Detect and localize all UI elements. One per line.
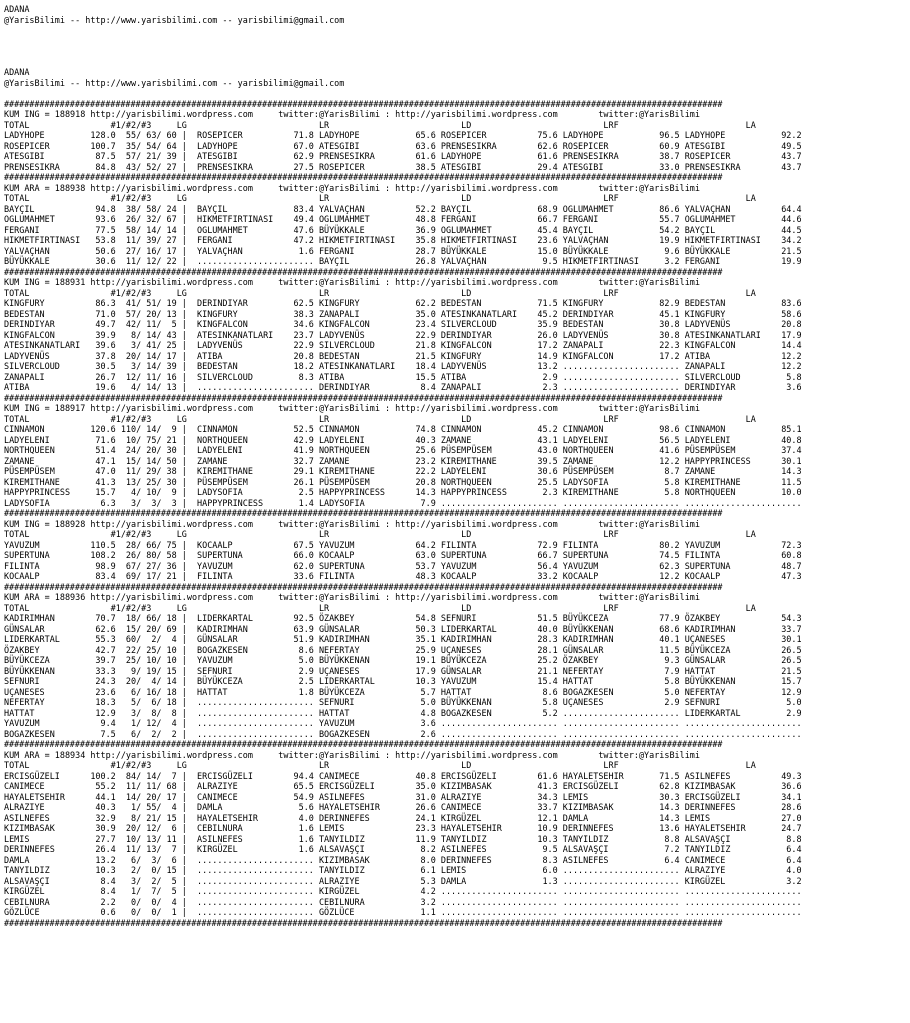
horse-row: CINNAMON 120.6 110/ 14/ 9 | CINNAMON 52.5 CINNAMON 74.8 CINNAMON 45.2 CINNAMON 98.6 CINNAMON 85.1 (4, 424, 802, 434)
column-header: TOTAL #1/#2/#3 LG LR LD LRF LA (4, 760, 756, 770)
horse-row: CANIMECE 55.2 11/ 11/ 68 | ALRAZIYE 65.5 ERCISGÜZELI 35.0 KIZIMBASAK 41.3 ERCISGÜZELI 62.8 KIZIMBASAK 36.6 (4, 781, 802, 791)
horse-row: NEFERTAY 18.3 5/ 6/ 18 | ....................... SEFNURI 5.0 BÜYÜKKENAN 5.8 UÇANESES 2.9 SEFNURI 5.0 (4, 697, 802, 707)
horse-row: BÜYÜKKALE 30.6 11/ 12/ 22 | ....................... BAYÇIL 26.8 YALVAÇHAN 9.5 HIKMETFIRTINASI 3.2 FERGANI 19.9 (4, 256, 802, 266)
column-header: TOTAL #1/#2/#3 LG LR LD LRF LA (4, 602, 756, 613)
report-title-repeat: ADANA (4, 67, 30, 77)
blank-line (4, 88, 910, 99)
horse-row: ZANAPALI 26.7 12/ 11/ 16 | SILVERCLOUD 8.3 ATIBA 15.5 ATIBA 2.9 ....................... SILVERCLOUD 5.8 (4, 371, 802, 382)
horse-row: KADIRIMHAN 70.7 18/ 66/ 18 | LIDERKARTAL 92.5 ÖZAKBEY 54.8 SEFNURI 51.5 BÜYÜKCEZA 77.9 ÖZAKBEY 54.3 (4, 613, 802, 623)
race-header: KUM ING = 188931 http://yarisbilimi.wordpress.com twitter:@YarisBilimi : http://yarisbilimi.wordpress.com twitter:@YarisBilimi (4, 277, 700, 287)
separator-line: ############################################################################################################################################## (4, 392, 723, 403)
race-header: KUM ARA = 188934 http://yarisbilimi.wordpress.com twitter:@YarisBilimi : http://yarisbilimi.wordpress.com twitter:@YarisBilimi (4, 749, 700, 760)
horse-row: LADYVENÜS 37.8 20/ 14/ 17 | ATIBA 20.8 BEDESTAN 21.5 KINGFURY 14.9 KINGFALCON 17.2 ATIBA 12.2 (4, 350, 802, 361)
race-header: KUM ING = 188917 http://yarisbilimi.wordpress.com twitter:@YarisBilimi : http://yarisbilimi.wordpress.com twitter:@YarisBilimi (4, 403, 700, 413)
separator-line: ############################################################################################################################################## (4, 266, 723, 277)
blank-line (4, 36, 910, 47)
column-header: TOTAL #1/#2/#3 LG LR LD LRF LA (4, 193, 756, 203)
horse-row: BOGAZKESEN 7.5 6/ 2/ 2 | ....................... BOGAZKESEN 2.6 ....................... ....................... ....................... (4, 728, 802, 739)
horse-row: ÖZAKBEY 42.7 22/ 25/ 10 | BOGAZKESEN 8.6 NEFERTAY 25.9 UÇANESES 28.1 GÜNSALAR 11.5 BÜYÜKCEZA 26.5 (4, 644, 802, 655)
horse-row: FILINTA 98.9 67/ 27/ 36 | YAVUZUM 62.0 SUPERTUNA 53.7 YAVUZUM 56.4 YAVUZUM 62.3 SUPERTUNA 48.7 (4, 560, 802, 571)
horse-row: KIZIMBASAK 30.9 20/ 12/ 6 | CEBILNURA 1.6 LEMIS 23.3 HAYALETSEHIR 10.9 DERINNEFES 13.6 HAYALETSEHIR 24.7 (4, 823, 802, 833)
separator-line: ############################################################################################################################################## (4, 581, 723, 592)
race-header: KUM ING = 188918 http://yarisbilimi.wordpress.com twitter:@YarisBilimi : http://yarisbilimi.wordpress.com twitter:@YarisBilimi (4, 109, 700, 119)
race-header: KUM ING = 188928 http://yarisbilimi.wordpress.com twitter:@YarisBilimi : http://yarisbilimi.wordpress.com twitter:@YarisBilimi (4, 518, 700, 529)
horse-row: HIKMETFIRTINASI 53.8 11/ 39/ 27 | FERGANI 47.2 HIKMETFIRTINASI 35.8 HIKMETFIRTINASI 23.6 YALVAÇHAN 19.9 HIKMETFIRTINASI 34.2 (4, 235, 802, 245)
horse-row: LADYHOPE 128.0 55/ 63/ 60 | ROSEPICER 71.8 LADYHOPE 65.6 ROSEPICER 75.6 LADYHOPE 96.5 LADYHOPE 92.2 (4, 130, 802, 140)
horse-row: LIDERKARTAL 55.3 60/ 2/ 4 | GÜNSALAR 51.9 KADIRIMHAN 35.1 KADIRIMHAN 28.3 KADIRIMHAN 40.1 UÇANESES 30.1 (4, 634, 802, 644)
horse-row: CEBILNURA 2.2 0/ 0/ 4 | ....................... CEBILNURA 3.2 ....................... ....................... ....................... (4, 896, 802, 907)
horse-row: FERGANI 77.5 58/ 14/ 14 | OGLUMAHMET 47.6 BÜYÜKKALE 36.9 OGLUMAHMET 45.4 BAYÇIL 54.2 BAYÇIL 44.5 (4, 224, 802, 235)
column-header: TOTAL #1/#2/#3 LG LR LD LRF LA (4, 287, 756, 298)
column-header: TOTAL #1/#2/#3 LG LR LD LRF LA (4, 413, 756, 424)
report-credit-repeat: @YarisBilimi -- http://www.yarisbilimi.com -- yarisbilimi@gmail.com (4, 77, 345, 88)
horse-row: ATIBA 19.6 4/ 14/ 13 | ....................... DERINDIYAR 8.4 ZANAPALI 2.3 ....................... DERINDIYAR 3.6 (4, 382, 802, 392)
horse-row: DAMLA 13.2 6/ 3/ 6 | ....................... KIZIMBASAK 8.0 DERINNEFES 8.3 ASILNEFES 6.4 CANIMECE 6.4 (4, 854, 802, 865)
horse-row: KOCAALP 83.4 69/ 17/ 21 | FILINTA 33.6 FILINTA 48.3 KOCAALP 33.2 KOCAALP 12.2 KOCAALP 47.3 (4, 571, 802, 581)
horse-row: OGLUMAHMET 93.6 26/ 32/ 67 | HIKMETFIRTINASI 49.4 OGLUMAHMET 48.8 FERGANI 66.7 FERGANI 55.7 OGLUMAHMET 44.6 (4, 214, 802, 224)
horse-row: SUPERTUNA 108.2 26/ 80/ 58 | SUPERTUNA 66.0 KOCAALP 63.0 SUPERTUNA 66.7 SUPERTUNA 74.5 FILINTA 60.8 (4, 550, 802, 560)
race-header: KUM ARA = 188938 http://yarisbilimi.wordpress.com twitter:@YarisBilimi : http://yarisbilimi.wordpress.com twitter:@YarisBilimi (4, 182, 700, 193)
horse-row: NORTHQUEEN 51.4 24/ 20/ 30 | LADYELENI 41.9 NORTHQUEEN 25.6 PÜSEMPÜSEM 43.0 NORTHQUEEN 41.6 PÜSEMPÜSEM 37.4 (4, 445, 802, 455)
horse-row: ATESINKANATLARI 39.6 3/ 41/ 25 | LADYVENÜS 22.9 SILVERCLOUD 21.8 KINGFALCON 17.2 ZANAPALI 22.3 KINGFALCON 14.4 (4, 340, 802, 350)
horse-row: GÖZLÜCE 0.6 0/ 0/ 1 | ....................... GÖZLÜCE 1.1 ....................... ....................... ....................... (4, 907, 802, 917)
horse-row: ZAMANE 47.1 15/ 14/ 50 | ZAMANE 32.7 ZAMANE 23.2 KIREMITHANE 39.5 ZAMANE 12.2 HAPPYPRINCESS 30.1 (4, 455, 802, 466)
separator-line: ############################################################################################################################################## (4, 917, 723, 928)
horse-row: ERCISGÜZELI 100.2 84/ 14/ 7 | ERCISGÜZELI 94.4 CANIMECE 40.8 ERCISGÜZELI 61.6 HAYALETSEHIR 71.5 ASILNEFES 49.3 (4, 770, 802, 781)
horse-row: DERINDIYAR 49.7 42/ 11/ 5 | KINGFALCON 34.6 KINGFALCON 23.4 SILVERCLOUD 35.9 BEDESTAN 30.8 LADYVENÜS 20.8 (4, 319, 802, 329)
horse-row: KINGFURY 86.3 41/ 51/ 19 | DERINDIYAR 62.5 KINGFURY 62.2 BEDESTAN 71.5 KINGFURY 82.9 BEDESTAN 83.6 (4, 298, 802, 308)
horse-row: KIRGÜZEL 8.4 1/ 7/ 5 | ....................... KIRGÜZEL 4.2 ....................... ....................... ....................... (4, 886, 802, 896)
column-header: TOTAL #1/#2/#3 LG LR LD LRF LA (4, 119, 756, 130)
horse-row: LADYELENI 71.6 10/ 75/ 21 | NORTHQUEEN 42.9 LADYELENI 40.3 ZAMANE 43.1 LADYELENI 56.5 LADYELENI 40.8 (4, 434, 802, 445)
separator-line: ############################################################################################################################################## (4, 98, 723, 109)
race-header: KUM ARA = 188936 http://yarisbilimi.wordpress.com twitter:@YarisBilimi : http://yarisbilimi.wordpress.com twitter:@YarisBilimi (4, 592, 700, 602)
column-header: TOTAL #1/#2/#3 LG LR LD LRF LA (4, 529, 756, 539)
race-sections (4, 99, 910, 929)
horse-row: BÜYÜKKENAN 33.3 9/ 19/ 15 | SEFNURI 2.9 UÇANESES 17.9 GÜNSALAR 21.1 NEFERTAY 7.9 HATTAT 21.5 (4, 665, 802, 676)
report-credit: @YarisBilimi -- http://www.yarisbilimi.com -- yarisbilimi@gmail.com (4, 14, 345, 25)
horse-row: GÜNSALAR 62.6 15/ 20/ 69 | KADIRIMHAN 63.9 GÜNSALAR 50.3 LIDERKARTAL 40.0 BÜYÜKKENAN 68.6 KADIRIMHAN 33.7 (4, 623, 802, 634)
horse-row: ROSEPICER 100.7 35/ 54/ 64 | LADYHOPE 67.0 ATESGIBI 63.6 PRENSESIKRA 62.6 ROSEPICER 60.9 ATESGIBI 49.5 (4, 140, 802, 151)
horse-row: ALSAVAŞÇI 8.4 3/ 2/ 5 | ....................... ALRAZIYE 5.3 DAMLA 1.3 ....................... KIRGÜZEL 3.2 (4, 875, 802, 886)
blank-line (4, 25, 910, 36)
horse-row: LEMIS 27.7 10/ 13/ 11 | ASILNEFES 1.6 TANYILDIZ 11.9 TANYILDIZ 10.3 TANYILDIZ 8.8 ALSAVAŞÇI 8.8 (4, 833, 802, 844)
horse-row: DERINNEFES 26.4 11/ 13/ 7 | KIRGÜZEL 1.6 ALSAVAŞÇI 8.2 ASILNEFES 9.5 ALSAVAŞÇI 7.2 TANYILDIZ 6.4 (4, 844, 802, 854)
horse-row: KINGFALCON 39.9 8/ 14/ 43 | ATESINKANATLARI 23.7 LADYVENÜS 22.9 DERINDIYAR 26.0 LADYVENÜS 30.8 ATESINKANATLARI 17.9 (4, 329, 802, 340)
horse-row: LADYSOFIA 6.3 3/ 3/ 3 | HAPPYPRINCESS 1.4 LADYSOFIA 7.9 ....................... ....................... ....................... (4, 497, 802, 508)
separator-line: ############################################################################################################################################## (4, 508, 723, 518)
horse-row: KIREMITHANE 41.3 13/ 25/ 30 | PÜSEMPÜSEM 26.1 PÜSEMPÜSEM 20.8 NORTHQUEEN 25.5 LADYSOFIA 5.8 KIREMITHANE 11.5 (4, 476, 802, 487)
separator-line: ############################################################################################################################################## (4, 739, 723, 749)
horse-row: SEFNURI 24.3 20/ 4/ 14 | BÜYÜKCEZA 2.5 LIDERKARTAL 10.3 YAVUZUM 15.4 HATTAT 5.8 BÜYÜKKENAN 15.7 (4, 676, 802, 686)
horse-row: UÇANESES 23.6 6/ 16/ 18 | HATTAT 1.8 BÜYÜKCEZA 5.7 HATTAT 8.6 BOGAZKESEN 5.0 NEFERTAY 12.9 (4, 686, 802, 697)
separator-line: ############################################################################################################################################## (4, 172, 723, 182)
horse-row: BAYÇIL 94.8 38/ 58/ 24 | BAYÇIL 83.4 YALVAÇHAN 52.2 BAYÇIL 68.9 OGLUMAHMET 86.6 YALVAÇHAN 64.4 (4, 203, 802, 214)
horse-row: BÜYÜKCEZA 39.7 25/ 10/ 10 | YAVUZUM 5.0 BÜYÜKKENAN 19.1 BÜYÜKCEZA 25.2 ÖZAKBEY 9.3 GÜNSALAR 26.5 (4, 655, 802, 665)
horse-row: YAVUZUM 9.4 1/ 12/ 4 | ....................... YAVUZUM 3.6 ....................... ....................... ....................... (4, 718, 802, 728)
blank-line (4, 57, 910, 68)
horse-row: ASILNEFES 32.9 8/ 21/ 15 | HAYALETSEHIR 4.0 DERINNEFES 24.1 KIRGÜZEL 12.1 DAMLA 14.3 LEMIS 27.0 (4, 812, 802, 823)
report-title: ADANA (4, 4, 30, 14)
horse-row: HATTAT 12.9 3/ 8/ 8 | ....................... HATTAT 4.8 BOGAZKESEN 5.2 ....................... LIDERKARTAL 2.9 (4, 707, 802, 718)
horse-row: HAPPYPRINCESS 15.7 4/ 10/ 9 | LADYSOFIA 2.5 HAPPYPRINCESS 14.3 HAPPYPRINCESS 2.3 KIREMITHANE 5.8 NORTHQUEEN 10.0 (4, 487, 802, 497)
horse-row: PÜSEMPÜSEM 47.0 11/ 29/ 38 | KIREMITHANE 29.1 KIREMITHANE 22.2 LADYELENI 30.6 PÜSEMPÜSEM 8.7 ZAMANE 14.3 (4, 466, 802, 476)
horse-row: SILVERCLOUD 30.5 3/ 14/ 39 | BEDESTAN 18.2 ATESINKANATLARI 18.4 LADYVENÜS 13.2 ....................... ZANAPALI 12.2 (4, 361, 802, 371)
horse-row: ATESGIBI 87.5 57/ 21/ 39 | ATESGIBI 62.9 PRENSESIKRA 61.6 LADYHOPE 61.6 PRENSESIKRA 38.7 ROSEPICER 43.7 (4, 151, 802, 161)
horse-row: HAYALETSEHIR 44.1 14/ 20/ 17 | CANIMECE 54.9 ASILNEFES 31.0 ALRAZIYE 34.3 LEMIS 30.3 ERCISGÜZELI 34.1 (4, 791, 802, 802)
horse-row: YALVAÇHAN 50.6 27/ 16/ 17 | YALVAÇHAN 1.6 FERGANI 28.7 BÜYÜKKALE 15.0 BÜYÜKKALE 9.6 BÜYÜKKALE 21.5 (4, 245, 802, 256)
horse-row: YAVUZUM 110.5 28/ 66/ 75 | KOCAALP 67.5 YAVUZUM 64.2 FILINTA 72.9 FILINTA 80.2 YAVUZUM 72.3 (4, 539, 802, 550)
horse-row: BEDESTAN 71.0 57/ 20/ 13 | KINGFURY 38.3 ZANAPALI 35.0 ATESINKANATLARI 45.2 DERINDIYAR 45.1 KINGFURY 58.6 (4, 308, 802, 319)
horse-row: TANYILDIZ 10.3 2/ 0/ 15 | ....................... TANYILDIZ 6.1 LEMIS 6.0 ....................... ALRAZIYE 4.0 (4, 865, 802, 875)
horse-row: ALRAZIYE 40.3 1/ 55/ 4 | DAMLA 5.6 HAYALETSEHIR 26.6 CANIMECE 33.7 KIZIMBASAK 14.3 DERINNEFES 28.6 (4, 802, 802, 812)
blank-line (4, 46, 910, 57)
horse-row: PRENSESIKRA 84.8 43/ 52/ 27 | PRENSESIKRA 27.5 ROSEPICER 38.5 ATESGIBI 29.4 ATESGIBI 33.0 PRENSESIKRA 43.7 (4, 161, 802, 172)
